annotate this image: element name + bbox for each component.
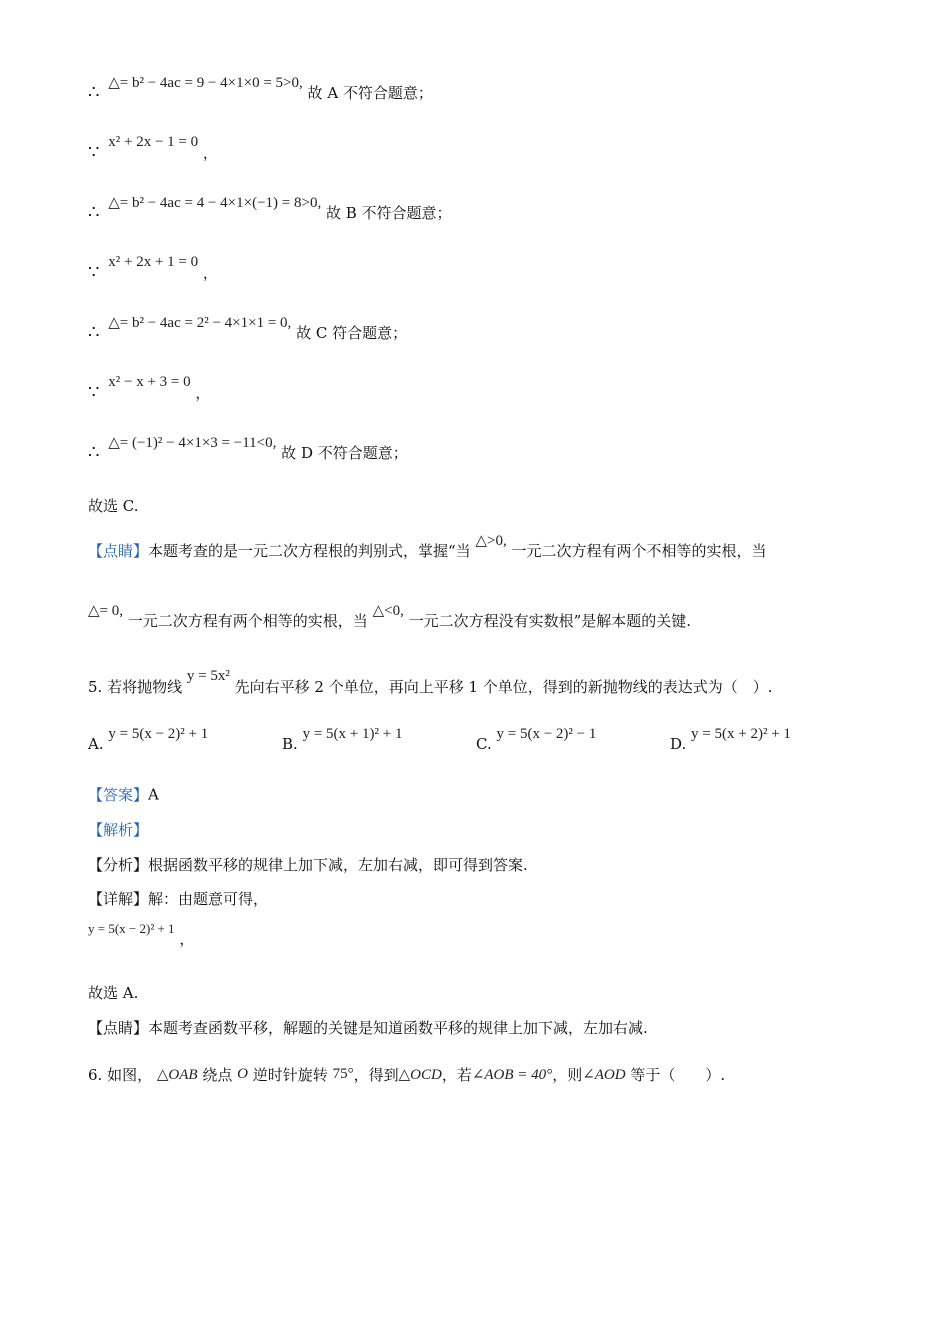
option-d-math: y = 5(x + 2)² + 1 (691, 725, 791, 742)
q6-text-6: ，则 (552, 1066, 583, 1084)
because-symbol: ∵ (88, 142, 100, 163)
conclusion-c: 故 C 符合题意； (296, 324, 408, 342)
option-c-label: C. (476, 735, 492, 753)
answer-line (88, 784, 159, 805)
comma: ， (179, 930, 195, 948)
discriminant-c: △= b² − 4ac = 2² − 4×1×1 = 0, (108, 315, 292, 331)
dianjing-text-4: 一元二次方程没有实数根”是解本题的关键. (408, 612, 692, 630)
dianjing-label: 【点睛】 (88, 542, 149, 560)
dianjing-1-line-2 (88, 603, 692, 631)
dianjing-2-label: 【点睛】 (88, 1019, 149, 1037)
option-c[interactable] (476, 725, 597, 753)
question-6 (88, 1064, 725, 1085)
xiangjie-line (88, 888, 268, 909)
option-a-math: y = 5(x − 2)² + 1 (108, 725, 209, 742)
therefore-symbol: ∴ (88, 322, 100, 343)
option-c-math: y = 5(x − 2)² − 1 (496, 725, 597, 742)
q6-point-o: O (237, 1066, 248, 1082)
comma: ， (202, 264, 218, 282)
q6-text-1: 6. 如图， (88, 1066, 153, 1084)
dianjing-text-3: 一元二次方程有两个相等的实根，当 (127, 612, 368, 630)
choose-c (88, 495, 138, 516)
q6-text-7: 等于（ ）. (630, 1066, 726, 1084)
option-b-math: y = 5(x + 1)² + 1 (302, 725, 403, 742)
option-a[interactable] (88, 725, 209, 753)
solution-line-3 (88, 195, 452, 223)
q6-text-4: ，得到 (353, 1066, 399, 1084)
discriminant-a: △= b² − 4ac = 9 − 4×1×0 = 5>0, (108, 75, 303, 91)
discriminant-d: △= (−1)² − 4×1×3 = −11<0, (108, 435, 277, 451)
delta-eq-zero: △= 0, (88, 603, 123, 619)
option-a-label: A. (88, 735, 104, 753)
q5-parabola: y = 5x² (186, 668, 230, 684)
jiexi-line (88, 819, 148, 840)
solution-line-2 (88, 134, 218, 163)
answer-label: 【答案】 (88, 786, 149, 804)
solution-line-4 (88, 254, 218, 283)
q6-angle-75: 75° (332, 1066, 354, 1082)
q6-angle-aod: ∠AOD (582, 1067, 626, 1083)
therefore-symbol: ∴ (88, 82, 100, 103)
result-expression: y = 5(x − 2)² + 1 (88, 920, 175, 936)
therefore-symbol: ∴ (88, 202, 100, 223)
equation-d: x² − x + 3 = 0 (108, 374, 191, 390)
equation-b: x² + 2x − 1 = 0 (108, 134, 199, 150)
xiangjie-math-line (88, 920, 195, 949)
because-symbol: ∵ (88, 262, 100, 283)
fenxi-text: 根据函数平移的规律上加下减，左加右减，即可得到答案. (148, 856, 528, 874)
choose-a-text: 故选 A. (88, 984, 139, 1002)
solution-line-1 (88, 75, 433, 103)
q6-angle-aob: ∠AOB = 40° (471, 1067, 553, 1083)
xiangjie-text: 解：由题意可得， (148, 890, 269, 908)
q6-text-3: 逆时针旋转 (252, 1066, 328, 1084)
solution-line-5 (88, 315, 408, 343)
solution-line-6 (88, 374, 211, 403)
therefore-symbol: ∴ (88, 442, 100, 463)
conclusion-a: 故 A 不符合题意； (307, 84, 433, 102)
q6-triangle-ocd: △OCD (398, 1067, 442, 1083)
q6-text-2: 绕点 (202, 1066, 233, 1084)
dianjing-2-line (88, 1017, 648, 1038)
q5-text-2: 先向右平移 2 个单位，再向上平移 1 个单位，得到的新抛物线的表达式为（ ）. (234, 678, 773, 696)
delta-gt-zero: △>0, (475, 533, 507, 549)
equation-c: x² + 2x + 1 = 0 (108, 254, 199, 270)
comma: ， (202, 144, 218, 162)
discriminant-b: △= b² − 4ac = 4 − 4×1×(−1) = 8>0, (108, 195, 322, 211)
jiexi-label: 【解析】 (88, 821, 149, 839)
question-5 (88, 668, 773, 697)
delta-lt-zero: △<0, (372, 603, 404, 619)
option-b-label: B. (282, 735, 298, 753)
dianjing-2-text: 本题考查函数平移，解题的关键是知道函数平移的规律上加下减，左加右减. (148, 1019, 648, 1037)
dianjing-1-line-1 (88, 533, 767, 561)
q6-text-5: ，若 (441, 1066, 472, 1084)
q5-text-1: 5. 若将抛物线 (88, 678, 183, 696)
option-d-label: D. (670, 735, 687, 753)
conclusion-d: 故 D 不符合题意； (281, 444, 408, 462)
conclusion-b: 故 B 不符合题意； (326, 204, 452, 222)
xiangjie-label: 【详解】 (88, 890, 149, 908)
dianjing-text-2: 一元二次方程有两个不相等的实根，当 (511, 542, 767, 560)
q6-triangle-oab: △OAB (156, 1067, 198, 1083)
answer-value: A (148, 785, 159, 804)
option-d[interactable] (670, 725, 791, 753)
dianjing-text-1: 本题考查的是一元二次方程根的判别式，掌握“当 (148, 542, 471, 560)
choose-c-text: 故选 C. (88, 497, 139, 515)
fenxi-label: 【分析】 (88, 856, 149, 874)
solution-line-7 (88, 435, 408, 463)
because-symbol: ∵ (88, 382, 100, 403)
comma: ， (195, 384, 211, 402)
option-b[interactable] (282, 725, 403, 753)
choose-a (88, 982, 138, 1003)
fenxi-line (88, 854, 528, 875)
